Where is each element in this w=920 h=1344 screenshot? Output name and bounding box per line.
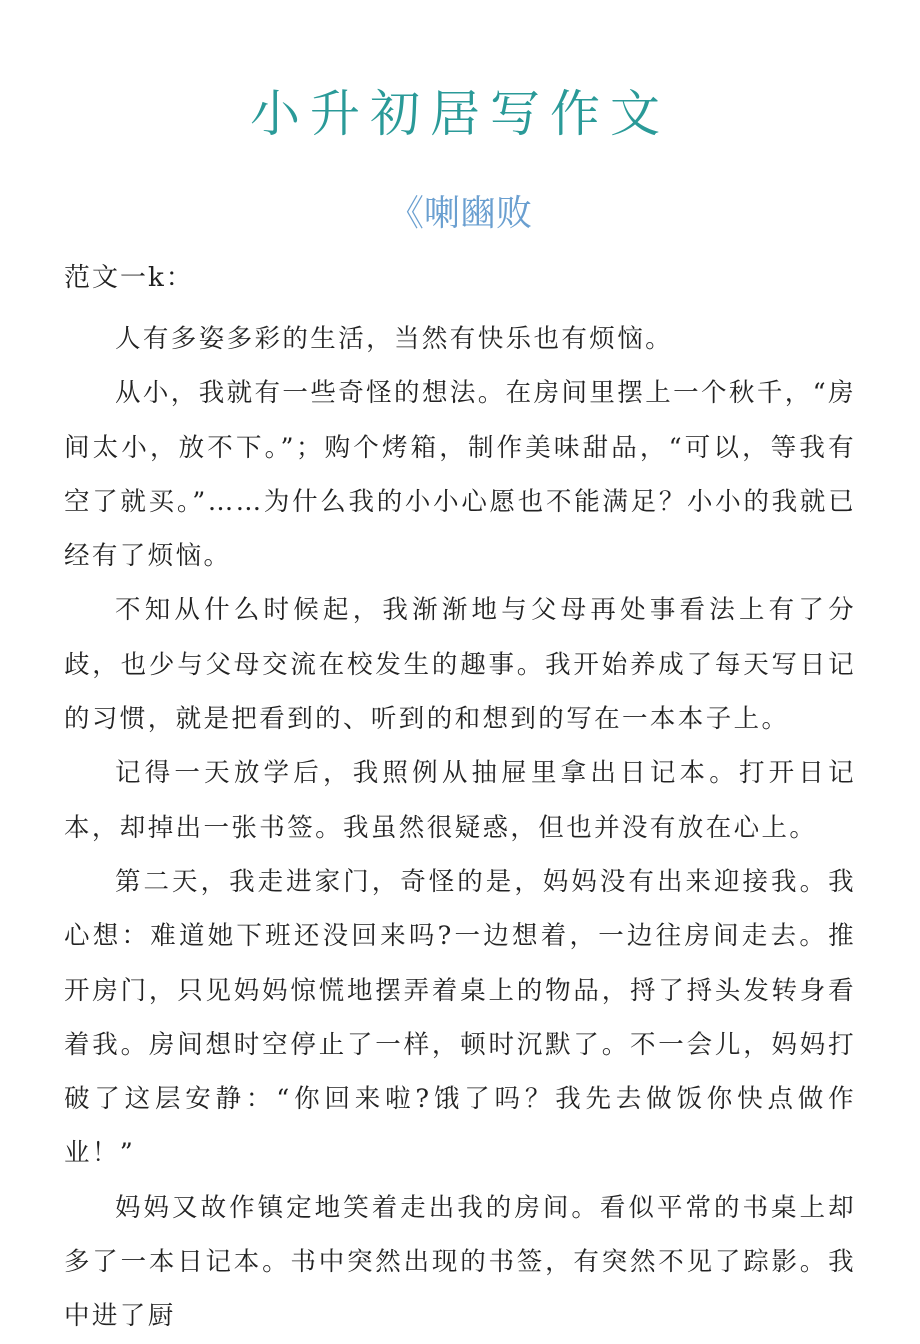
essay-body bbox=[64, 312, 856, 1344]
section-label: 范文一k： bbox=[64, 263, 194, 293]
paragraph: 不知从什么时候起，我渐渐地与父母再处事看法上有了分歧，也少与父母交流在校发生的趣事。我开始养成了每天写日记的习惯，就是把看到的、听到的和想到的写在一本本子上。 bbox=[64, 595, 856, 735]
document-subtitle: 《喇豳败 bbox=[387, 193, 532, 234]
paragraph: 妈妈又故作镇定地笑着走出我的房间。看似平常的书桌上却多了一本日记本。书中突然出现的书签，有突然不见了踪影。我中进了厨 bbox=[64, 1192, 856, 1332]
paragraph: 第二天，我走进家门，奇怪的是，妈妈没有出来迎接我。我心想：难道她下班还没回来吗?一边想着，一边往房间走去。推开房门，只见妈妈惊慌地摆弄着桌上的物品，捋了捋头发转身看着我。房间想时空停止了一样，顿时沉默了。不一会儿，妈妈打破了这层安静：“你回来啦?饿了吗？我先去做饭你快点做作业！” bbox=[64, 866, 856, 1169]
document-title: 小升初居写作文 bbox=[250, 85, 670, 143]
paragraph: 记得一天放学后，我照例从抽屉里拿出日记本。打开日记本，却掉出一张书签。我虽然很疑惑，但也并没有放在心上。 bbox=[64, 758, 856, 843]
paragraph: 从小，我就有一些奇怪的想法。在房间里摆上一个秋千，“房间太小，放不下。”；购个烤箱，制作美味甜品，“可以，等我有空了就买。”……为什么我的小小心愿也不能满足？小小的我就已经有了烦恼。 bbox=[64, 378, 856, 572]
paragraph: 人有多姿多彩的生活，当然有快乐也有烦恼。 bbox=[115, 324, 674, 354]
